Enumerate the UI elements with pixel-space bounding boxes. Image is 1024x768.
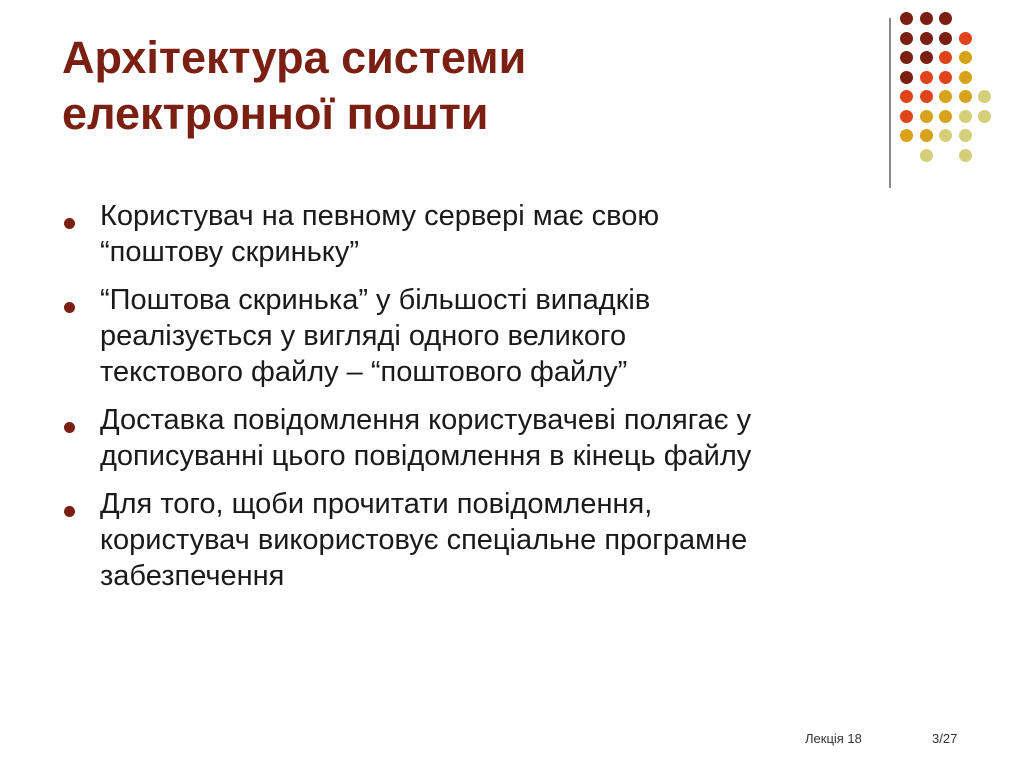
decorative-dot — [939, 51, 952, 64]
slide-title-line: Архітектура системи — [62, 32, 527, 83]
bullet-text-line: реалізується у вигляді одного великого — [100, 320, 627, 352]
decorative-dot — [900, 129, 913, 142]
slide-title — [62, 30, 862, 142]
decorative-dot — [900, 51, 913, 64]
bullet-text-line: Для того, щоби прочитати повідомлення, — [100, 488, 653, 520]
bullet-dot-icon — [64, 218, 75, 229]
bullet-text-line: забезпечення — [100, 560, 285, 592]
bullet-text-line: “поштову скриньку” — [100, 236, 359, 268]
decorative-dot — [939, 110, 952, 123]
bullet-text-line: “Поштова скринька” у більшості випадків — [100, 284, 651, 316]
decorative-dot — [959, 129, 972, 142]
decorative-dot — [900, 90, 913, 103]
bullet-text — [100, 486, 962, 594]
bullet-text — [100, 198, 962, 270]
decorative-dot — [959, 71, 972, 84]
decorative-dot — [959, 110, 972, 123]
decorative-dot — [920, 51, 933, 64]
title-divider-line — [889, 18, 891, 188]
bullet-dot-icon — [64, 302, 75, 313]
decorative-dot — [920, 90, 933, 103]
decorative-dot — [959, 51, 972, 64]
bullet-dot-icon — [64, 506, 75, 517]
decorative-dot — [939, 71, 952, 84]
decorative-dot — [939, 32, 952, 45]
decorative-dot — [900, 12, 913, 25]
bullet-item — [62, 486, 962, 594]
decorative-dot — [978, 110, 991, 123]
bullet-text — [100, 282, 962, 390]
decorative-dot — [900, 71, 913, 84]
decorative-dot — [920, 129, 933, 142]
bullet-text — [100, 402, 962, 474]
decorative-dot — [959, 32, 972, 45]
slide-title-line: електронної пошти — [62, 88, 489, 139]
decorative-dot — [920, 71, 933, 84]
decorative-dot — [920, 149, 933, 162]
bullet-item — [62, 402, 962, 474]
decorative-dot-grid — [900, 12, 1010, 167]
bullet-dot-icon — [64, 422, 75, 433]
decorative-dot — [939, 129, 952, 142]
bullet-item — [62, 198, 962, 270]
bullet-item — [62, 282, 962, 390]
decorative-dot — [959, 90, 972, 103]
decorative-dot — [920, 110, 933, 123]
footer-page-number: 3/27 — [932, 731, 958, 746]
decorative-dot — [939, 90, 952, 103]
decorative-dot — [959, 149, 972, 162]
bullet-text-line: Користувач на певному сервері має свою — [100, 200, 660, 232]
decorative-dot — [920, 12, 933, 25]
decorative-dot — [939, 12, 952, 25]
footer-lecture-label: Лекція 18 — [805, 731, 862, 746]
bullet-list — [62, 198, 962, 606]
decorative-dot — [900, 32, 913, 45]
bullet-text-line: користувач використовує спеціальне програмне — [100, 524, 748, 556]
decorative-dot — [920, 32, 933, 45]
decorative-dot — [978, 90, 991, 103]
bullet-text-line: Доставка повідомлення користувачеві полягає у — [100, 404, 752, 436]
decorative-dot — [900, 110, 913, 123]
bullet-text-line: дописуванні цього повідомлення в кінець файлу — [100, 440, 752, 472]
bullet-text-line: текстового файлу – “поштового файлу” — [100, 356, 628, 388]
